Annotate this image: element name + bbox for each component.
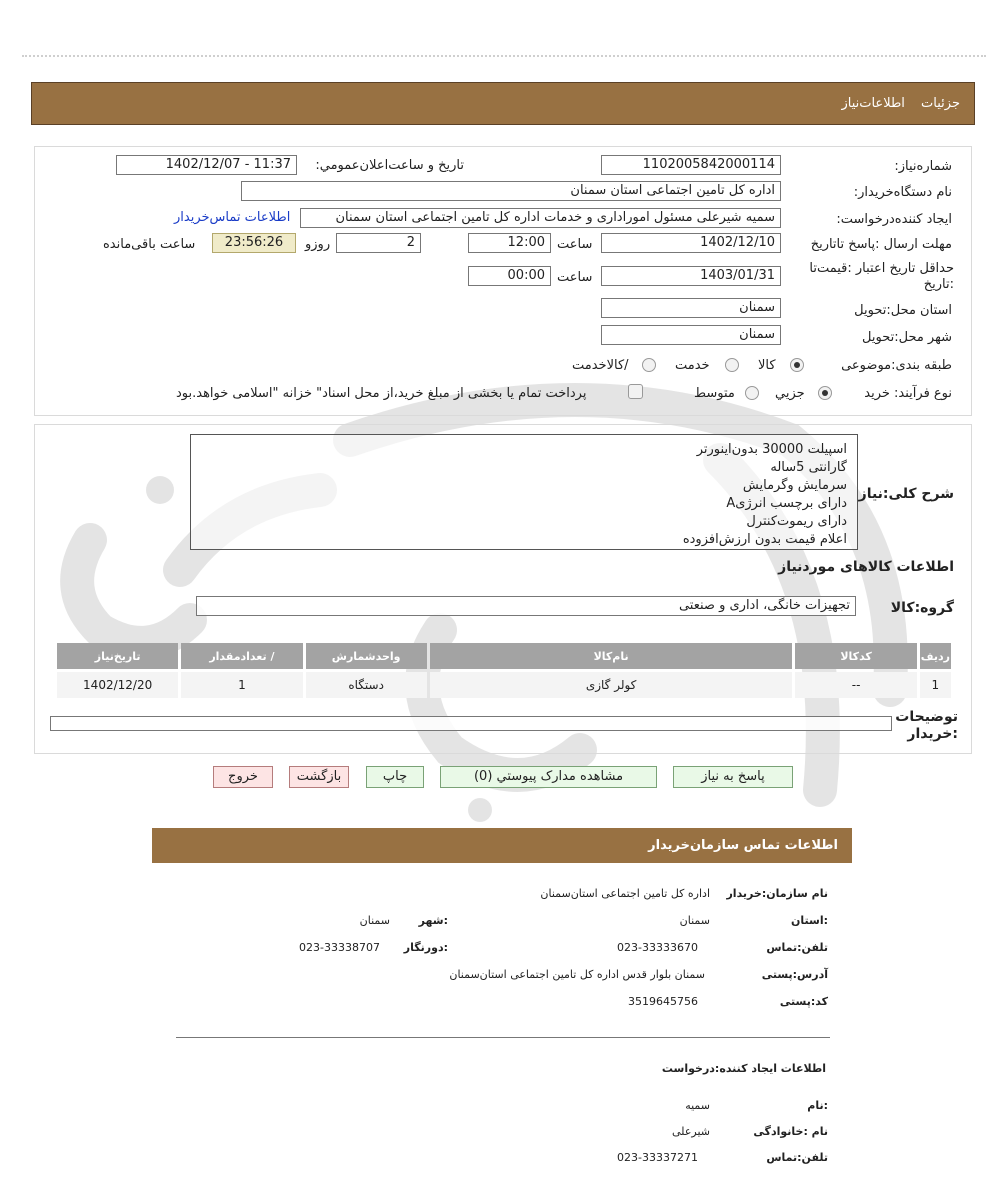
cell-goods-code: -- — [795, 672, 916, 698]
description-line: گارانتی 5ساله — [770, 460, 847, 475]
buyer-notes-label-2: :خریدار — [907, 726, 958, 742]
cell-row-number: 1 — [920, 672, 951, 698]
need-description-label: شرح کلی:نیاز — [858, 486, 954, 502]
buyer-org-label: نام دستگاه‌خریدار: — [853, 185, 952, 200]
delivery-province-label: استان محل:تحویل — [854, 303, 952, 318]
col-goods-name: نام‌کالا — [430, 643, 793, 669]
treasury-payment-note: پرداخت تمام یا بخشی از مبلغ خرید،از محل اسناد" خزانه "اسلامی خواهد.بود — [176, 386, 587, 401]
delivery-city-label: شهر محل:تحویل — [862, 330, 952, 345]
requester-field: سمیه شیرعلی مسئول اموراداری و خدمات اداره کل تامین اجتماعی استان سمنان — [300, 208, 781, 228]
creator-section-title: اطلاعات ایجاد کننده:درخواست — [661, 1062, 826, 1075]
cell-quantity: 1 — [181, 672, 302, 698]
need-description-box — [190, 434, 858, 550]
creator-first-name-value: سمیه — [685, 1099, 710, 1112]
cell-goods-name: کولر گازی — [430, 672, 793, 698]
contact-address-value: سمنان بلوار قدس اداره کل تامین اجتماعی استان‌سمنان — [449, 968, 705, 981]
creator-phone-value: 023-33337271 — [617, 1151, 698, 1164]
contact-postal-value: 3519645756 — [628, 995, 698, 1008]
goods-section-title: اطلاعات کالاهای موردنیاز — [778, 559, 954, 575]
contact-city-value: سمنان — [359, 914, 390, 927]
validity-time-label: ساعت — [557, 270, 593, 285]
process-type-label: نوع فرآیند: خرید — [864, 386, 952, 401]
validity-time-field: 00:00 — [468, 266, 551, 286]
contact-postal-label: کد:پستی — [779, 995, 828, 1008]
category-goods-label: کالا — [758, 358, 776, 373]
back-button[interactable]: بازگشت — [289, 766, 349, 788]
days-label: روزو — [305, 237, 331, 252]
category-service-radio[interactable] — [725, 358, 739, 372]
category-goods-radio[interactable] — [790, 358, 804, 372]
days-field: 2 — [336, 233, 421, 253]
validity-date-field: 1403/01/31 — [601, 266, 781, 286]
category-label: طبقه بندی:موضوعی — [841, 358, 952, 373]
requester-label: ایجاد کننده‌درخواست: — [836, 212, 952, 227]
exit-button[interactable]: خروج — [213, 766, 273, 788]
process-medium-radio[interactable] — [745, 386, 759, 400]
breadcrumb-details[interactable]: جزئیات — [921, 96, 960, 111]
creator-last-name-value: شیرعلی — [672, 1125, 710, 1138]
category-both-radio[interactable] — [642, 358, 656, 372]
description-line: اسپیلت 30000 بدون‌اینورتر — [696, 442, 847, 457]
contact-fax-label: :دورنگار — [403, 941, 448, 954]
buyer-contact-link[interactable]: اطلاعات تماس‌خریدار — [174, 210, 291, 225]
validity-label-2: :تاریخ — [923, 277, 954, 292]
section-divider — [176, 1037, 830, 1038]
org-name-value: اداره کل تامین اجتماعی استان‌سمنان — [540, 887, 710, 900]
buyer-contact-header: اطلاعات تماس سازمان‌خریدار — [152, 828, 852, 863]
process-minor-label: جزیي — [775, 386, 805, 401]
creator-phone-label: تلفن:تماس — [766, 1151, 828, 1164]
contact-address-label: آدرس:پستی — [761, 968, 828, 981]
deadline-time-label: ساعت — [557, 237, 593, 252]
buyer-notes-label-1: توضیحات — [895, 709, 958, 725]
contact-city-label: :شهر — [418, 914, 448, 927]
countdown-timer: 23:56:26 — [212, 233, 296, 253]
delivery-province-field: سمنان — [601, 298, 781, 318]
goods-table — [54, 640, 954, 701]
deadline-label: مهلت ارسال :پاسخ تا‌تاریخ — [810, 237, 952, 252]
reply-button[interactable]: پاسخ به نیاز — [673, 766, 793, 788]
top-dotted-divider — [22, 55, 986, 57]
delivery-city-field: سمنان — [601, 325, 781, 345]
treasury-payment-checkbox[interactable] — [628, 384, 643, 399]
deadline-date-field: 1402/12/10 — [601, 233, 781, 253]
goods-group-field: تجهیزات خانگی، اداری و صنعتی — [196, 596, 856, 616]
deadline-time-field: 12:00 — [468, 233, 551, 253]
announce-label: تاریخ و ساعت‌اعلان‌عمومي: — [315, 158, 464, 173]
creator-last-name-label: نام :خانوادگی — [753, 1125, 828, 1138]
contact-phone-label: تلفن:تماس — [766, 941, 828, 954]
remaining-label: ساعت باقی‌مانده — [103, 237, 196, 252]
description-line: سرمایش وگرمایش — [742, 478, 847, 493]
creator-first-name-label: :نام — [807, 1099, 828, 1112]
need-number-field: 1102005842000114 — [601, 155, 781, 175]
cell-need-date: 1402/12/20 — [57, 672, 178, 698]
process-minor-radio[interactable] — [818, 386, 832, 400]
contact-fax-value: 023-33338707 — [299, 941, 380, 954]
description-line: اعلام قیمت بدون ارزش‌افزوده — [682, 532, 847, 547]
need-number-label: شماره‌نیاز: — [894, 159, 952, 174]
buyer-notes-field — [50, 716, 892, 731]
cell-unit: دستگاه — [306, 672, 427, 698]
contact-phone-value: 023-33333670 — [617, 941, 698, 954]
validity-label-1: حداقل تاریخ اعتبار :قیمت‌تا — [809, 261, 954, 276]
process-medium-label: متوسط — [694, 386, 735, 401]
category-both-label: /کالاخدمت — [572, 358, 629, 373]
print-button[interactable]: چاپ — [366, 766, 424, 788]
page-header — [31, 82, 975, 125]
breadcrumb-need-info[interactable]: اطلاعات‌نیاز — [841, 96, 905, 111]
col-goods-code: کدکالا — [795, 643, 916, 669]
col-need-date: تاریخ‌نیاز — [57, 643, 178, 669]
contact-province-label: :استان — [791, 914, 828, 927]
description-line: دارای برچسب انرژیA — [726, 496, 847, 511]
col-unit: واحدشمارش — [306, 643, 427, 669]
goods-group-label: گروه:کالا — [890, 600, 954, 616]
table-row — [57, 672, 951, 698]
col-row-number: ردیف — [920, 643, 951, 669]
buyer-org-field: اداره کل تامین اجتماعی استان سمنان — [241, 181, 781, 201]
view-attachments-button[interactable]: مشاهده مدارک پیوستي (0) — [440, 766, 657, 788]
category-service-label: خدمت — [675, 358, 710, 373]
contact-province-value: سمنان — [679, 914, 710, 927]
announce-field: 1402/12/07 - 11:37 — [116, 155, 297, 175]
org-name-label: نام سازمان:خریدار — [726, 887, 828, 900]
description-line: دارای ریموت‌کنترل — [746, 514, 847, 529]
col-quantity: / تعدادمقدار — [181, 643, 302, 669]
goods-table-header — [57, 643, 951, 669]
